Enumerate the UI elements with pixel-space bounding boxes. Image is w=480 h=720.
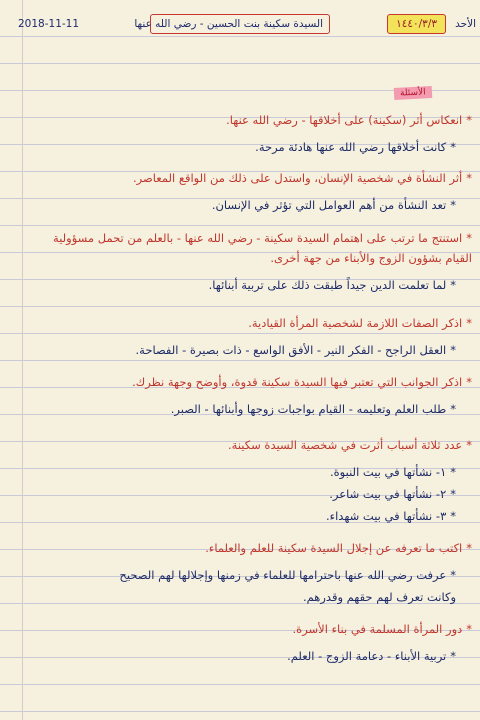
- question-text: اكتب ما تعرفه عن إجلال السيدة سكينة للعلم والعلماء.: [205, 541, 463, 555]
- answer-text: تربية الأبناء - دعامة الزوج - العلم.: [287, 649, 447, 663]
- question-text: أثر النشأة في شخصية الإنسان، واستدل على ذلك من الواقع المعاصر.: [133, 171, 463, 185]
- answer-text: ٢- نشأتها في بيت شاعر.: [329, 487, 447, 501]
- page-title: السيدة سكينة بنت الحسين - رضي الله عنها: [150, 14, 330, 34]
- bullet-mark: *: [450, 198, 456, 212]
- question-line: [30, 313, 472, 333]
- question-text: انعكاس أثر (سكينة) على أخلاقها - رضي الله عنها.: [226, 113, 463, 127]
- question-text: القيام بشؤون الزوج والأبناء من جهة أخرى.: [270, 251, 472, 265]
- bullet-mark: *: [466, 171, 472, 185]
- question-line: [30, 372, 472, 392]
- bullet-mark: *: [450, 278, 456, 292]
- bullet-mark: *: [450, 568, 456, 582]
- answer-text: تعد النشأة من أهم العوامل التي تؤثر في الإنسان.: [211, 198, 447, 212]
- margin-line: [22, 0, 23, 720]
- answer-line: [30, 587, 456, 607]
- question-line: [30, 168, 472, 188]
- page-header: [0, 8, 480, 42]
- gregorian-date: 2018-11-11: [18, 18, 80, 30]
- answer-line: [30, 137, 456, 157]
- bullet-mark: *: [466, 622, 472, 636]
- answer-line: [30, 195, 456, 215]
- answer-line: [30, 399, 456, 419]
- answer-text: عرفت رضي الله عنها باحترامها للعلماء في زمنها وإجلالها لهم الصحيح: [119, 568, 447, 582]
- question-line: [30, 435, 472, 455]
- bullet-mark: *: [450, 649, 456, 663]
- answer-line: [30, 506, 456, 526]
- answer-text: ١- نشأتها في بيت النبوة.: [330, 465, 447, 479]
- bullet-mark: *: [466, 231, 472, 245]
- hijri-date: ١٤٤٠/٣/٣: [387, 14, 446, 34]
- answer-line: [30, 565, 456, 585]
- question-line: [30, 110, 472, 130]
- answer-text: كانت أخلاقها رضي الله عنها هادئة مرحة.: [255, 140, 447, 154]
- answer-text: ٣- نشأتها في بيت شهداء.: [326, 509, 447, 523]
- bullet-mark: *: [466, 113, 472, 127]
- question-line: [30, 248, 472, 268]
- bullet-mark: *: [466, 438, 472, 452]
- bullet-mark: *: [450, 402, 456, 416]
- bullet-mark: *: [466, 375, 472, 389]
- answer-line: [30, 462, 456, 482]
- day-label: الأحد: [455, 18, 476, 30]
- question-line: [30, 619, 472, 639]
- bullet-mark: *: [466, 316, 472, 330]
- answer-text: لما تعلمت الدين جيداً طبقت ذلك على تربية أبنائها.: [208, 278, 447, 292]
- answer-text: وكانت تعرف لهم حقهم وقدرهم.: [302, 590, 456, 604]
- bullet-mark: *: [450, 465, 456, 479]
- bullet-mark: *: [466, 541, 472, 555]
- question-text: عدد ثلاثة أسباب أثرت في شخصية السيدة سكينة.: [228, 438, 463, 452]
- question-line: [30, 228, 472, 248]
- answer-text: طلب العلم وتعليمه - القيام بواجبات زوجها وأبنائها - الصبر.: [170, 402, 447, 416]
- question-text: دور المرأة المسلمة في بناء الأسرة.: [292, 622, 463, 636]
- bullet-mark: *: [450, 140, 456, 154]
- answer-line: [30, 340, 456, 360]
- question-text: اذكر الجوانب التي تعتبر فيها السيدة سكينة قدوة، وأوضح وجهة نظرك.: [132, 375, 463, 389]
- bullet-mark: *: [450, 343, 456, 357]
- answer-text: العقل الراجح - الفكر النير - الأفق الواسع - ذات بصيرة - الفصاحة.: [135, 343, 447, 357]
- question-text: استنتج ما ترتب على اهتمام السيدة سكينة - رضي الله عنها - بالعلم من تحمل مسؤولية: [53, 231, 463, 245]
- question-line: [30, 538, 472, 558]
- bullet-mark: *: [450, 487, 456, 501]
- answer-line: [30, 484, 456, 504]
- bullet-mark: *: [450, 509, 456, 523]
- answer-line: [30, 646, 456, 666]
- answer-line: [30, 275, 456, 295]
- question-text: اذكر الصفات اللازمة لشخصية المرأة القيادية.: [248, 316, 463, 330]
- section-label: الأسئلة: [394, 86, 432, 100]
